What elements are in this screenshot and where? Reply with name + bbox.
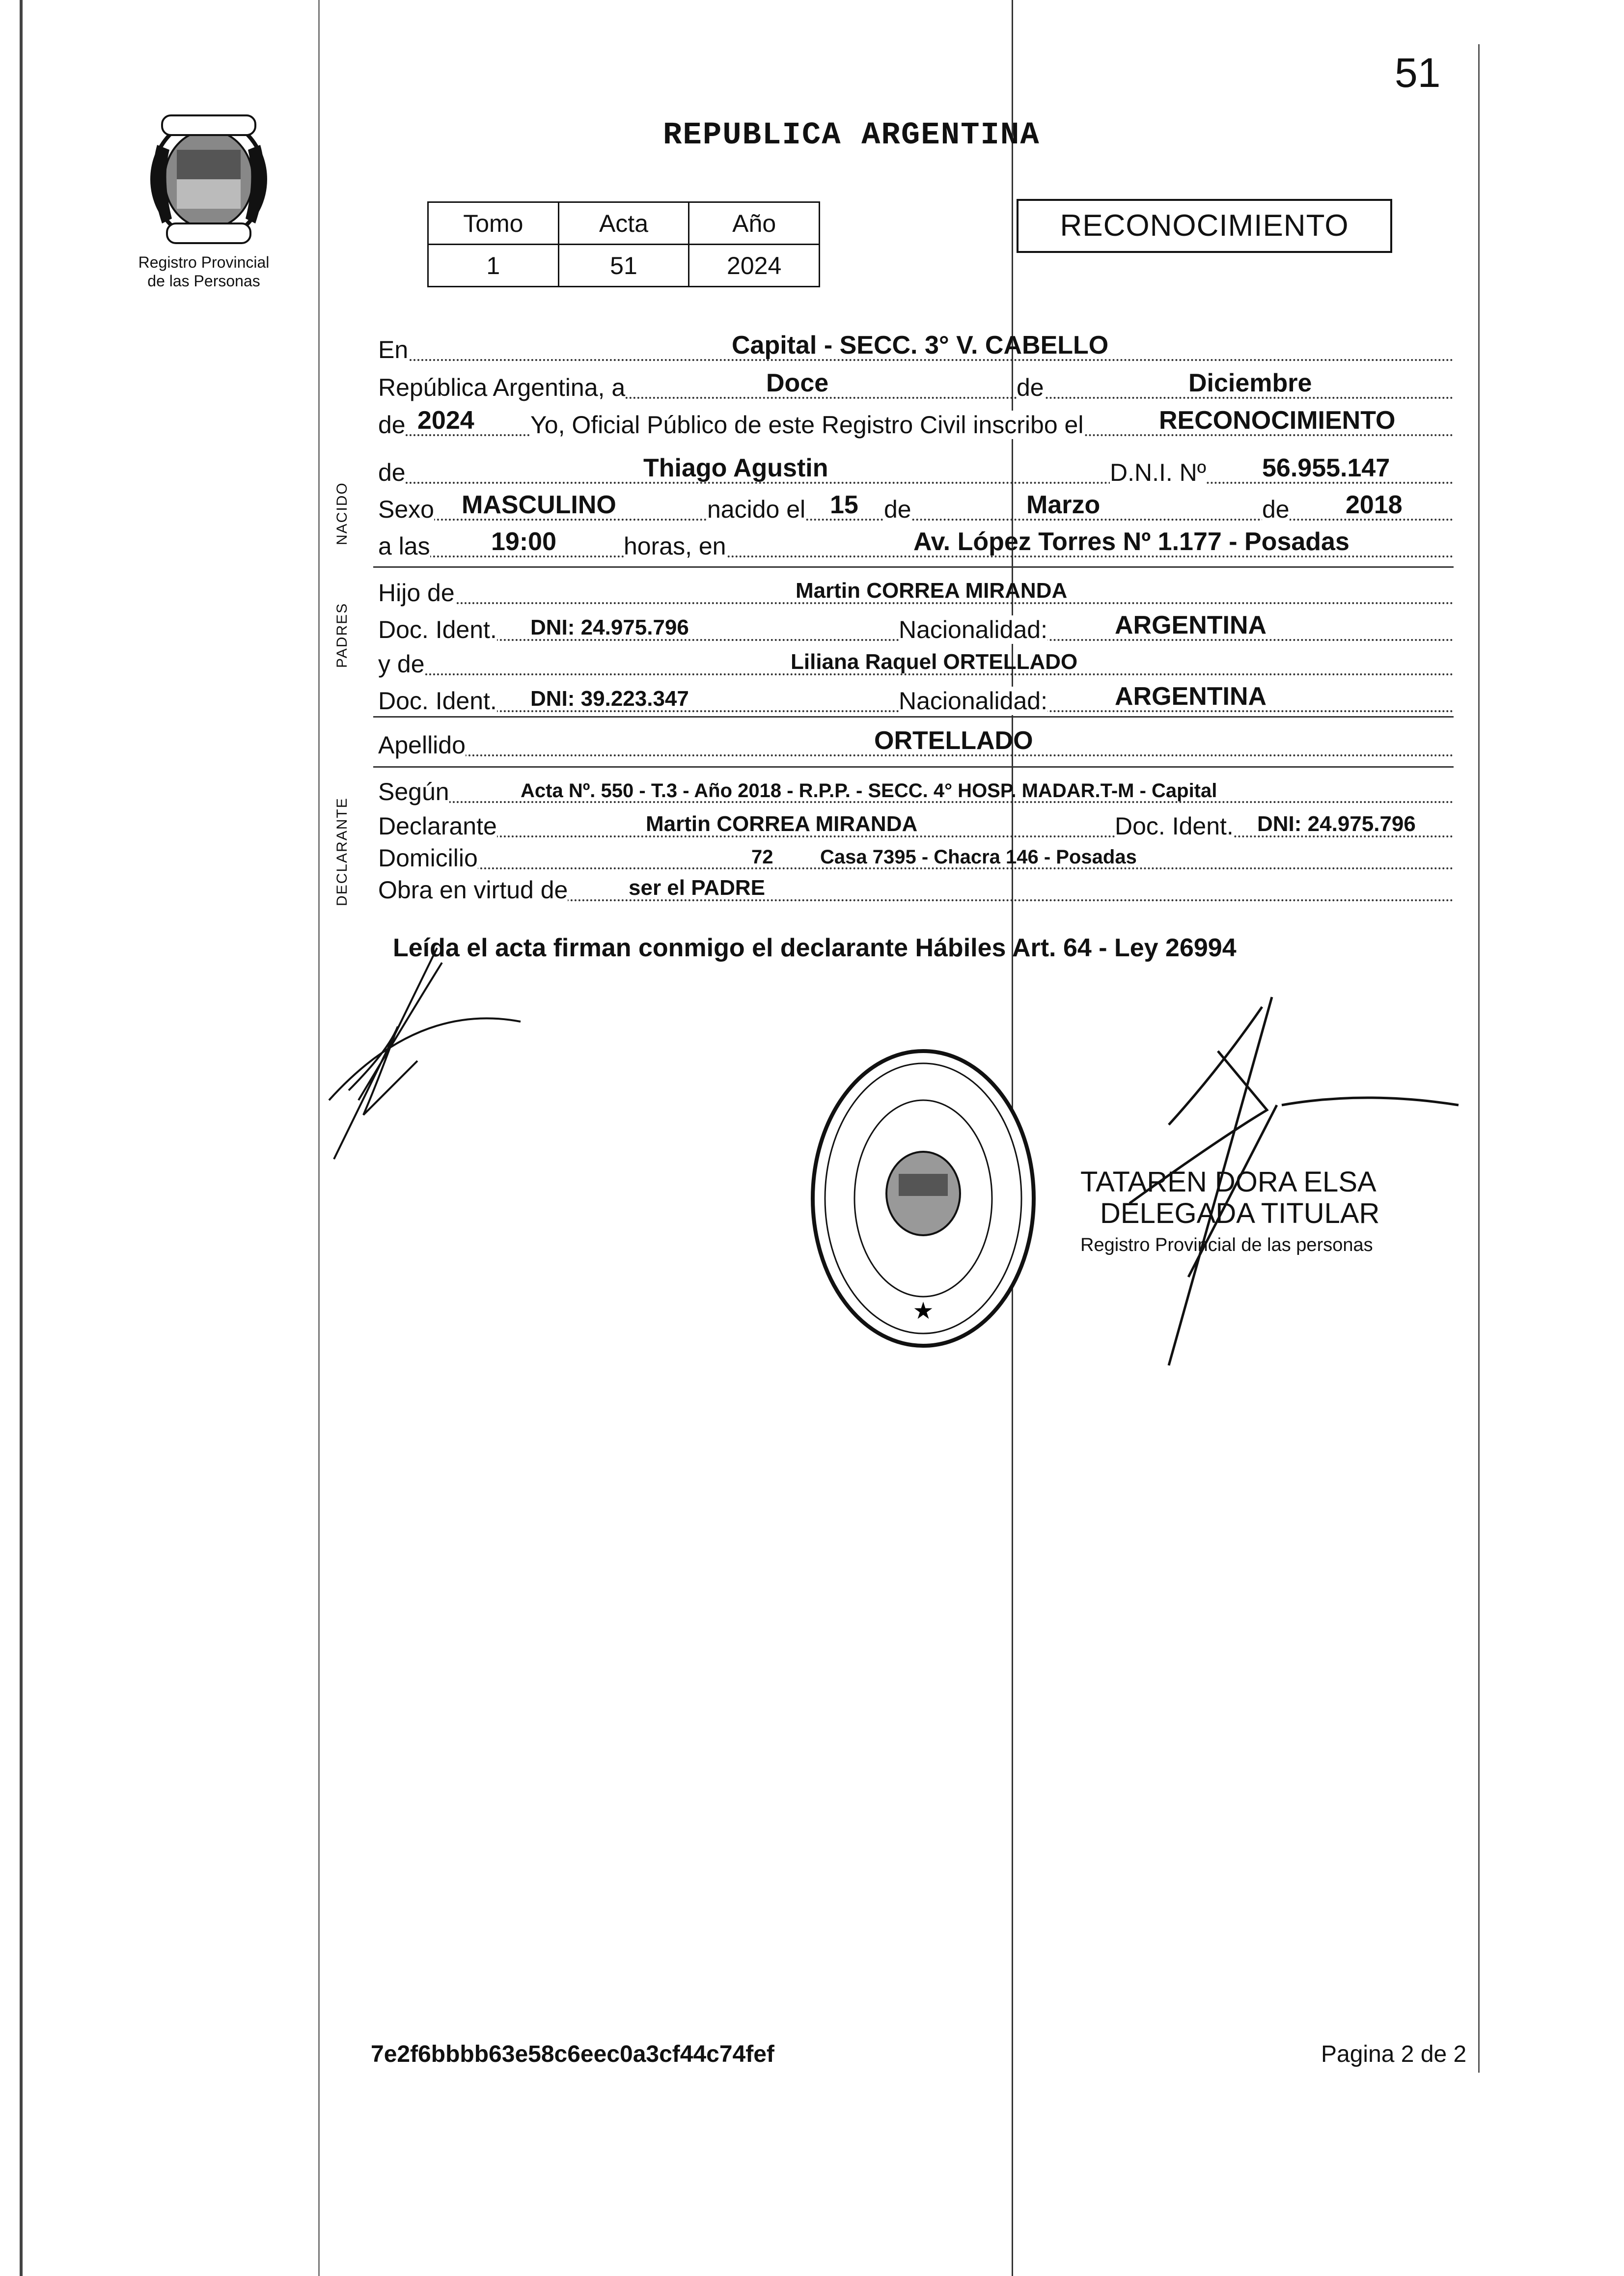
label-nacido-el: nacido el <box>707 496 806 523</box>
value-acto: RECONOCIMIENTO <box>1159 406 1396 435</box>
row-lugar <box>378 332 1454 367</box>
value-declarante-doc: DNI: 24.975.796 <box>1257 812 1416 836</box>
row-segun <box>378 774 1454 809</box>
value-madre: Liliana Raquel ORTELLADO <box>791 650 1078 674</box>
label-republica-a: República Argentina, a <box>378 374 626 401</box>
label-horas-en: horas, en <box>624 532 726 560</box>
value-hora: 19:00 <box>491 527 556 556</box>
officer-signature <box>1071 992 1463 1375</box>
row-declarante <box>378 808 1454 843</box>
row-padre <box>378 575 1454 610</box>
value-mes-nac: Marzo <box>1026 491 1101 519</box>
label-doc-ident-padre: Doc. Ident. <box>378 616 497 643</box>
label-segun: Según <box>378 778 449 805</box>
official-seal-stamp <box>805 1046 1041 1351</box>
label-domicilio: Domicilio <box>378 844 478 872</box>
row-apellido <box>378 727 1454 762</box>
label-apellido: Apellido <box>378 731 466 759</box>
record-table <box>427 201 820 287</box>
section-separator <box>373 566 1454 568</box>
value-padre: Martin CORREA MIRANDA <box>796 579 1068 603</box>
row-madre-doc <box>378 683 1454 718</box>
value-dni-nacido: 56.955.147 <box>1262 454 1390 482</box>
row-domicilio <box>378 840 1454 875</box>
label-sexo: Sexo <box>378 496 434 523</box>
official-name: TATAREN DORA ELSA <box>1080 1166 1376 1198</box>
value-madre-nac: ARGENTINA <box>1115 682 1267 711</box>
value-apellido: ORTELLADO <box>874 726 1033 755</box>
value-sexo: MASCULINO <box>462 491 616 519</box>
label-de-anio: de <box>378 411 406 439</box>
value-dia: Doce <box>766 369 829 397</box>
value-anio-nac: 2018 <box>1346 491 1403 519</box>
label-en: En <box>378 336 409 363</box>
row-hora <box>378 528 1454 563</box>
section-separator <box>373 716 1454 718</box>
label-de-mes-nac: de <box>884 496 911 523</box>
label-a-las: a las <box>378 532 430 560</box>
label-nacionalidad-padre: Nacionalidad: <box>899 616 1047 643</box>
value-mes: Diciembre <box>1188 369 1312 397</box>
value-obra: ser el PADRE <box>629 876 765 900</box>
label-de-mes: de <box>1017 374 1044 401</box>
left-edge-line <box>20 0 23 2276</box>
side-label-declarante: DECLARANTE <box>334 797 350 906</box>
record-table-header-row <box>428 202 820 245</box>
registry-label: Registro Provincial de las Personas <box>138 253 270 290</box>
row-madre <box>378 646 1454 681</box>
header-acta: Acta <box>558 202 689 245</box>
value-padre-nac: ARGENTINA <box>1115 611 1267 639</box>
section-separator <box>373 766 1454 768</box>
value-anio: 2024 <box>417 406 474 435</box>
provincial-emblem-icon <box>142 106 275 248</box>
value-segun: Acta Nº. 550 - T.3 - Año 2018 - R.P.P. - SECC. 4° HOSP. MADAR.T-M - Capital <box>521 780 1217 802</box>
label-de-anio-nac: de <box>1262 496 1290 523</box>
document-hash: 7e2f6bbbb63e58c6eec0a3cf44c74fef <box>371 2041 774 2067</box>
value-nombre: Thiago Agustin <box>643 454 828 482</box>
value-domicilio: Casa 7395 - Chacra 146 - Posadas <box>820 846 1137 868</box>
label-doc-ident-declarante: Doc. Ident. <box>1115 812 1234 840</box>
label-doc-ident-madre: Doc. Ident. <box>378 687 497 715</box>
side-label-nacido: NACIDO <box>334 482 350 545</box>
svg-text:★: ★ <box>912 1298 934 1324</box>
value-acta: 51 <box>558 245 689 287</box>
row-acto <box>378 407 1454 442</box>
side-label-padres: PADRES <box>334 602 350 668</box>
row-sexo <box>378 491 1454 527</box>
label-hijo-de: Hijo de <box>378 579 455 607</box>
closing-statement: Leída el acta firman conmigo el declarante Hábiles Art. 64 - Ley 26994 <box>393 934 1237 962</box>
value-dia-nac: 15 <box>830 491 858 519</box>
label-nacionalidad-madre: Nacionalidad: <box>899 687 1047 715</box>
document-type-box: RECONOCIMIENTO <box>1017 199 1392 253</box>
label-yo-oficial: Yo, Oficial Público de este Registro Civil inscribo el <box>530 411 1084 439</box>
page-number: 51 <box>1395 50 1441 96</box>
official-role: DELEGADA TITULAR <box>1100 1197 1380 1229</box>
value-tomo: 1 <box>428 245 559 287</box>
row-fecha <box>378 369 1454 405</box>
value-domicilio-num: 72 <box>751 846 773 868</box>
label-y-de: y de <box>378 650 425 678</box>
label-de-nombre: de <box>378 459 406 486</box>
value-madre-doc: DNI: 39.223.347 <box>530 687 689 711</box>
row-padre-doc <box>378 611 1454 647</box>
row-nombre <box>378 454 1454 490</box>
header-anio: Año <box>689 202 820 245</box>
declarant-signature <box>319 943 540 1169</box>
page-indicator: Pagina 2 de 2 <box>1321 2041 1467 2067</box>
label-obra: Obra en virtud de <box>378 876 568 904</box>
label-declarante: Declarante <box>378 812 497 840</box>
right-border-line <box>1478 44 1480 2073</box>
value-lugar-nac: Av. López Torres Nº 1.177 - Posadas <box>913 527 1349 556</box>
value-declarante: Martin CORREA MIRANDA <box>646 812 918 836</box>
label-dni: D.N.I. Nº <box>1110 459 1207 486</box>
document-title: REPUBLICA ARGENTINA <box>663 118 1040 153</box>
record-table-value-row <box>428 245 820 287</box>
official-registry: Registro Provincial de las personas <box>1080 1235 1373 1255</box>
value-lugar: Capital - SECC. 3° V. CABELLO <box>732 331 1109 360</box>
value-anio: 2024 <box>689 245 820 287</box>
row-obra <box>378 872 1454 907</box>
header-tomo: Tomo <box>428 202 559 245</box>
value-padre-doc: DNI: 24.975.796 <box>530 615 689 639</box>
